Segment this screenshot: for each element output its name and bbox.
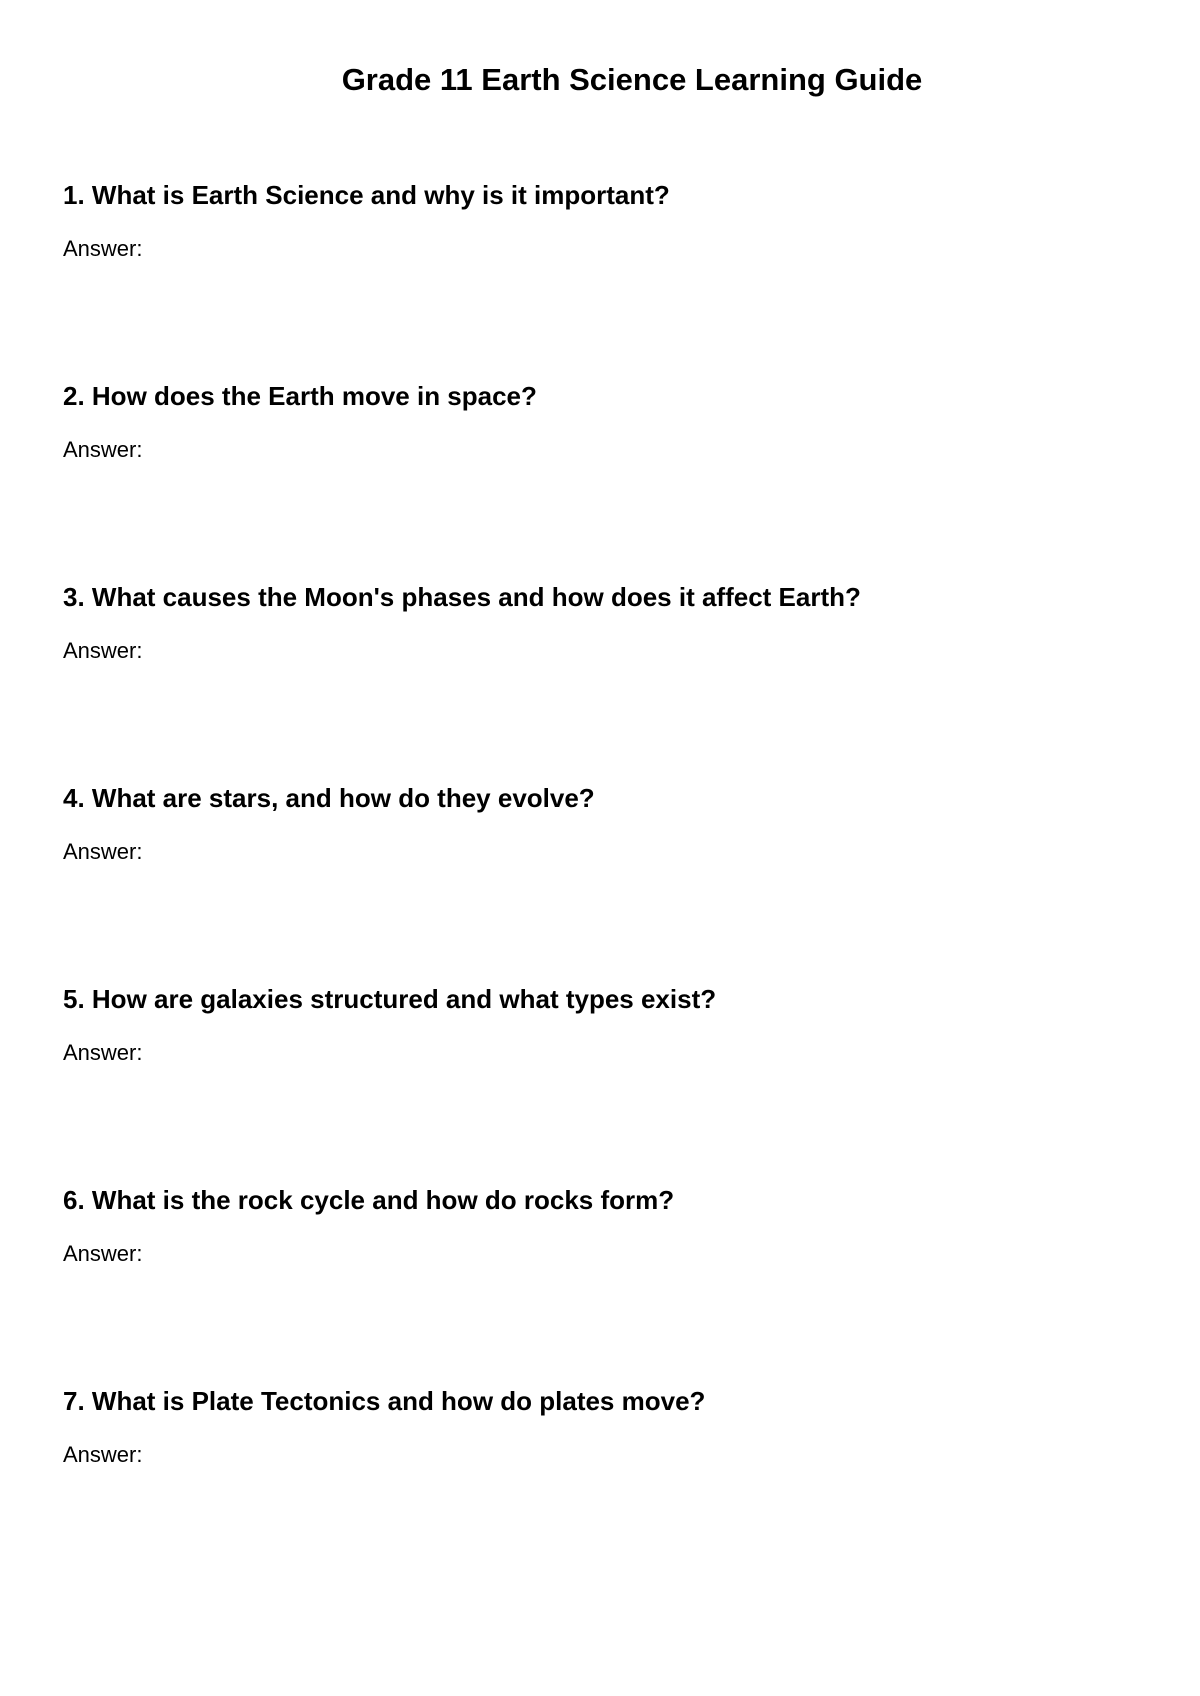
question-item-4: [63, 781, 1143, 982]
question-text: 6. What is the rock cycle and how do rocks form?: [63, 1185, 675, 1215]
page-title: Grade 11 Earth Science Learning Guide: [341, 62, 923, 97]
answer-label: Answer:: [63, 1442, 143, 1467]
answer-label: Answer:: [63, 839, 143, 864]
question-text: 4. What are stars, and how do they evolve?: [63, 783, 595, 813]
question-list: [63, 178, 1143, 1585]
question-text: 7. What is Plate Tectonics and how do plates move?: [63, 1386, 706, 1416]
answer-label: Answer:: [63, 638, 143, 663]
answer-label: Answer:: [63, 236, 143, 261]
answer-label: Answer:: [63, 437, 143, 462]
question-text: 2. How does the Earth move in space?: [63, 381, 537, 411]
question-text: 5. How are galaxies structured and what types exist?: [63, 984, 717, 1014]
question-item-7: [63, 1384, 1143, 1585]
question-item-2: [63, 379, 1143, 580]
question-item-5: [63, 982, 1143, 1183]
answer-label: Answer:: [63, 1241, 143, 1266]
question-text: 1. What is Earth Science and why is it important?: [63, 180, 670, 210]
question-item-3: [63, 580, 1143, 781]
question-item-1: [63, 178, 1143, 379]
answer-label: Answer:: [63, 1040, 143, 1065]
question-text: 3. What causes the Moon's phases and how does it affect Earth?: [63, 582, 861, 612]
question-item-6: [63, 1183, 1143, 1384]
